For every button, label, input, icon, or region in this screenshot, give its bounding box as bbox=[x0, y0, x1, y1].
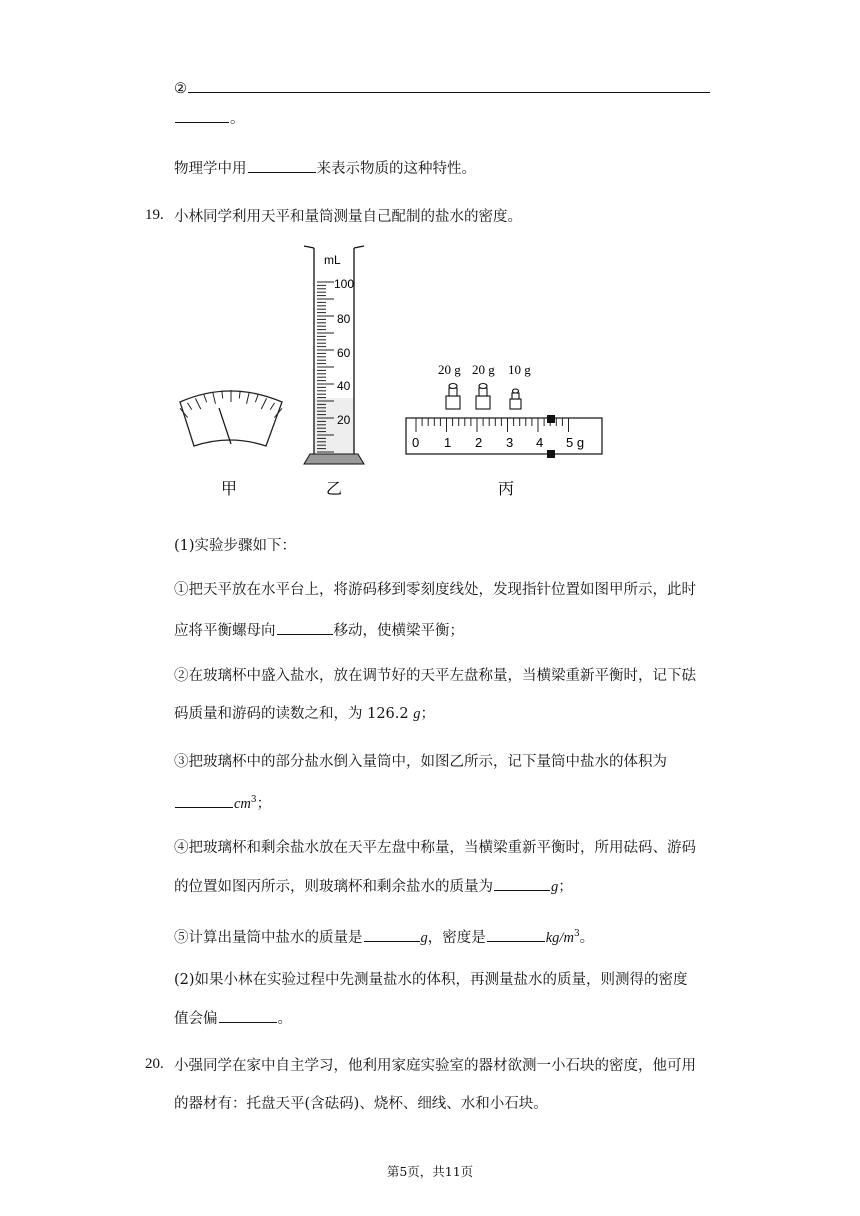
text: 应将平衡螺母向 bbox=[174, 623, 276, 639]
part2-line-b bbox=[174, 1008, 292, 1029]
prev-item2-cont bbox=[174, 108, 245, 129]
text: ⑤计算出量筒中盐水的质量是 bbox=[174, 929, 363, 946]
cylinder-label-100: 100 bbox=[334, 277, 355, 291]
dial-tick bbox=[195, 398, 200, 409]
weight-20g-b bbox=[476, 384, 490, 410]
question-stem: 小林同学利用天平和量筒测量自己配制的盐水的密度。 bbox=[174, 209, 522, 225]
weight-label-3: 10 g bbox=[508, 362, 531, 377]
answer-blank[interactable] bbox=[494, 876, 550, 891]
cylinder-label-40: 40 bbox=[337, 379, 351, 393]
dial-ticks bbox=[180, 390, 282, 418]
unit-exponent: 3 bbox=[250, 795, 257, 805]
step1-line-a: ①把天平放在水平台上，将游码移到零刻度线处，发现指针位置如图甲所示，此时 bbox=[174, 582, 696, 598]
q20-line-a: 小强同学在家中自主学习，他利用家庭实验室的器材欲测一小石块的密度，他可用 bbox=[174, 1058, 696, 1074]
caption-bing: 丙 bbox=[498, 479, 515, 498]
answer-blank[interactable] bbox=[248, 158, 316, 173]
dial-tick bbox=[180, 408, 188, 417]
dial-tick bbox=[255, 395, 258, 403]
cylinder-label-60: 60 bbox=[337, 346, 351, 360]
dial-tick bbox=[204, 395, 207, 403]
dial-tick bbox=[213, 392, 216, 404]
answer-blank[interactable] bbox=[188, 78, 710, 93]
caption-jia: 甲 bbox=[221, 479, 238, 498]
unit: cm bbox=[234, 795, 251, 812]
step4-line-b bbox=[174, 876, 573, 897]
prev-item2-line bbox=[174, 78, 711, 99]
unit: kg/m bbox=[545, 929, 574, 946]
answer-blank[interactable] bbox=[364, 927, 420, 942]
step2-line-b bbox=[174, 704, 435, 724]
step3-line-a: ③把玻璃杯中的部分盐水倒入量筒中，如图乙所示，记下量筒中盐水的体积为 bbox=[174, 754, 667, 770]
answer-blank[interactable] bbox=[219, 1008, 277, 1023]
punct: 。 bbox=[277, 1011, 292, 1027]
weight-10g bbox=[510, 389, 521, 409]
rider-top bbox=[547, 415, 555, 423]
weight-label-1: 20 g bbox=[438, 362, 461, 377]
answer-blank[interactable] bbox=[175, 108, 229, 123]
step1-line-b bbox=[174, 620, 464, 641]
step2-line-a: ②在玻璃杯中盛入盐水，放在调节好的天平左盘称量，当横梁重新平衡时，记下砝 bbox=[174, 668, 696, 684]
cylinder-unit: mL bbox=[324, 253, 341, 267]
text: 的位置如图丙所示，则玻璃杯和剩余盐水的质量为 bbox=[174, 879, 493, 895]
unit: g bbox=[551, 879, 559, 895]
dial-tick bbox=[274, 408, 282, 417]
step4-line-a: ④把玻璃杯和剩余盐水放在天平左盘中称量，当横梁重新平衡时，所用砝码、游码 bbox=[174, 840, 696, 856]
experiment-figure bbox=[174, 240, 610, 502]
dial-tick bbox=[270, 403, 274, 410]
ruler-label-4: 4 bbox=[536, 435, 544, 450]
weight-label-2: 20 g bbox=[472, 362, 495, 377]
part1-title: (1)实验步骤如下： bbox=[174, 538, 297, 554]
punct: ； bbox=[420, 706, 435, 722]
cylinder-label-80: 80 bbox=[337, 312, 351, 326]
ruler-label-3: 3 bbox=[506, 435, 514, 450]
ruler-label-2: 2 bbox=[475, 435, 483, 450]
ruler-label-0: 0 bbox=[412, 435, 420, 450]
page-footer: 第5页，共11页 bbox=[386, 1164, 474, 1179]
text: 来表示物质的这种特性。 bbox=[316, 161, 476, 177]
step3-line-b bbox=[174, 790, 271, 814]
ruler-label-1: 1 bbox=[444, 435, 452, 450]
question-number: 20. bbox=[145, 1056, 164, 1072]
weight-20g-a bbox=[446, 384, 460, 410]
unit: g bbox=[413, 706, 421, 722]
question-number: 19. bbox=[145, 207, 164, 223]
part2-line-a: (2)如果小林在实验过程中先测量盐水的体积，再测量盐水的质量，则测得的密度 bbox=[174, 972, 688, 988]
prev-sentence bbox=[174, 158, 476, 179]
dial-tick bbox=[261, 398, 266, 409]
punct: 。 bbox=[230, 111, 245, 127]
unit-exponent: 3 bbox=[573, 929, 580, 939]
text: 移动，使横梁平衡； bbox=[333, 623, 464, 639]
caption-yi: 乙 bbox=[326, 479, 343, 498]
answer-blank[interactable] bbox=[175, 793, 233, 808]
answer-blank[interactable] bbox=[277, 620, 333, 635]
dial-tick bbox=[187, 403, 191, 410]
text: 值会偏 bbox=[174, 1011, 218, 1027]
dial-tick bbox=[247, 392, 250, 404]
text: 码质量和游码的读数之和，为 126.2 bbox=[174, 706, 414, 722]
punct: 。 bbox=[579, 929, 595, 946]
ruler-label-5: 5 g bbox=[566, 435, 585, 450]
cylinder-label-20: 20 bbox=[337, 413, 351, 427]
punct: ； bbox=[256, 795, 272, 812]
balance-pointer bbox=[219, 408, 231, 444]
prev-item2-marker: ② bbox=[174, 81, 187, 97]
text: 物理学中用 bbox=[174, 161, 247, 177]
answer-blank[interactable] bbox=[487, 927, 545, 942]
punct: ； bbox=[558, 879, 573, 895]
unit: g bbox=[420, 929, 428, 946]
text: ，密度是 bbox=[427, 929, 486, 946]
rider-bottom bbox=[547, 450, 555, 458]
step5-line bbox=[174, 924, 594, 948]
q20-line-b: 的器材有：托盘天平(含砝码)、烧杯、细线、水和小石块。 bbox=[174, 1096, 548, 1112]
